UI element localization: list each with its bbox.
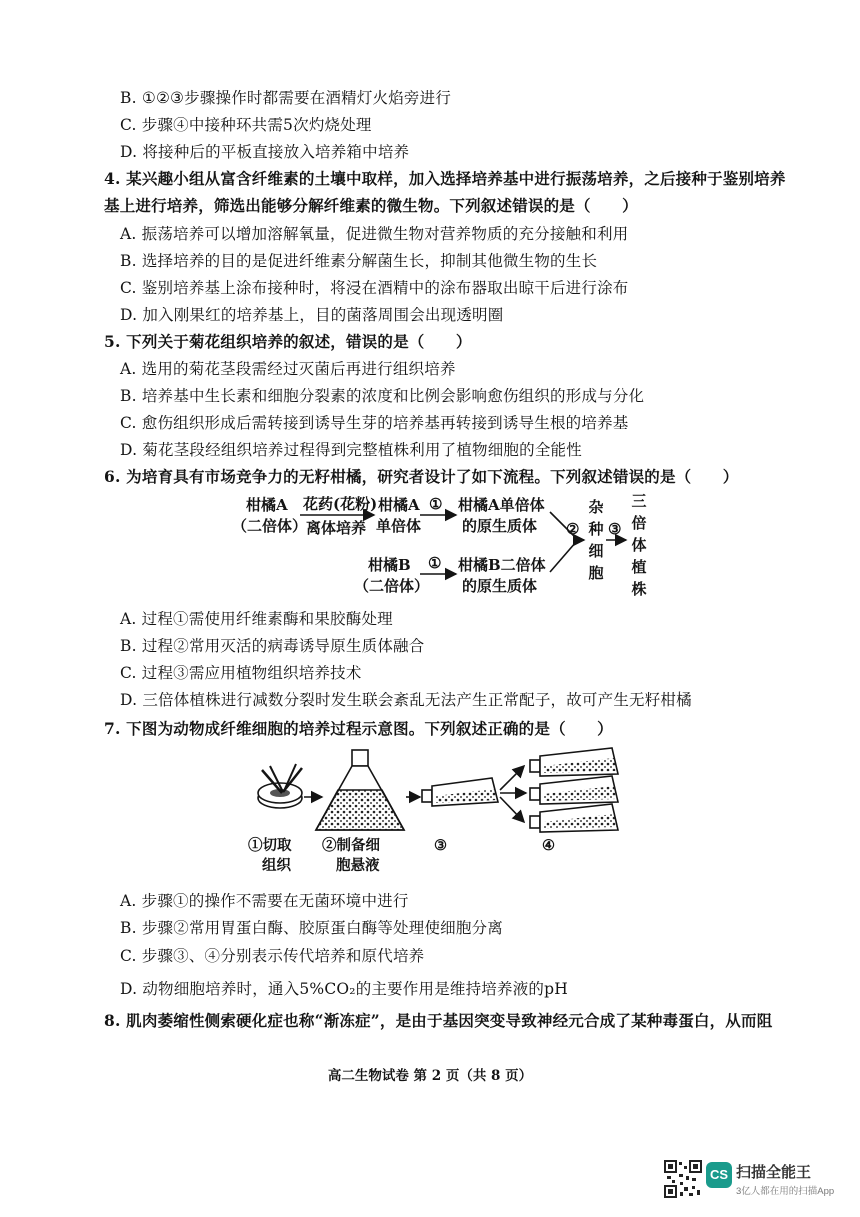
option-7d: D. 动物细胞培养时，通入5%CO₂的主要作用是维持培养液的pH bbox=[120, 980, 568, 998]
flow-a-haploid-1: 柑橘A bbox=[378, 496, 420, 514]
question-4-stem: 4. 某兴趣小组从富含纤维素的土壤中取样，加入选择培养基中进行振荡培养，之后接种于鉴别培养 bbox=[104, 169, 786, 188]
cs-badge-icon: CS bbox=[706, 1162, 732, 1188]
fig7-caption-2a: ②制备细 bbox=[322, 837, 380, 854]
option-7b: B. 步骤②常用胃蛋白酶、胶原蛋白酶等处理使细胞分离 bbox=[120, 919, 503, 937]
flow-citrus-b-ploidy: （二倍体） bbox=[354, 577, 430, 595]
option-5b: B. 培养基中生长素和细胞分裂素的浓度和比例会影响愈伤组织的形成与分化 bbox=[120, 387, 645, 405]
fig7-caption-2b: 胞悬液 bbox=[336, 857, 380, 874]
tissue-cutting-icon bbox=[258, 764, 302, 808]
flow-triploid-plant: 三倍体植株 bbox=[631, 492, 647, 598]
watermark-title: 扫描全能王 bbox=[736, 1164, 812, 1181]
option-6c: C. 过程③需应用植物组织培养技术 bbox=[120, 664, 362, 682]
arrow-fig-3c bbox=[500, 797, 524, 822]
flow-step1-b-label: ① bbox=[428, 554, 442, 572]
flow-hybrid-cell: 杂种细胞 bbox=[588, 498, 604, 582]
scanner-watermark bbox=[692, 1158, 852, 1206]
option-6b: B. 过程②常用灭活的病毒诱导原生质体融合 bbox=[120, 637, 425, 655]
option-5a: A. 选用的菊花茎段需经过灭菌后再进行组织培养 bbox=[120, 360, 456, 378]
option-3b: B. ①②③步骤操作时都需要在酒精灯火焰旁进行 bbox=[120, 89, 452, 107]
question-7-stem: 7. 下图为动物成纤维细胞的培养过程示意图。下列叙述正确的是（ ） bbox=[104, 719, 613, 738]
cell-suspension-flask-icon bbox=[316, 750, 404, 830]
flow-citrus-a-ploidy: （二倍体） bbox=[232, 517, 308, 535]
fig7-caption-1a: ①切取 bbox=[248, 837, 292, 854]
option-4c: C. 鉴别培养基上涂布接种时，将浸在酒精中的涂布器取出晾干后进行涂布 bbox=[120, 279, 629, 297]
page-footer: 高二生物试卷 第 2 页（共 8 页） bbox=[327, 1068, 533, 1084]
option-3d: D. 将接种后的平板直接放入培养箱中培养 bbox=[120, 143, 410, 161]
question-8-stem: 8. 肌肉萎缩性侧索硬化症也称“渐冻症”，是由于基因突变导致神经元合成了某种毒蛋白，从而阻 bbox=[104, 1011, 773, 1030]
flow-a-protoplast-2: 的原生质体 bbox=[462, 517, 538, 535]
option-5c: C. 愈伤组织形成后需转接到诱导生芽的培养基再转接到诱导生根的培养基 bbox=[120, 414, 629, 432]
option-4a: A. 振荡培养可以增加溶解氧量，促进微生物对营养物质的充分接触和利用 bbox=[120, 225, 629, 243]
arrow-fig-3a bbox=[500, 766, 524, 790]
option-3c: C. 步骤④中接种环共需5次灼烧处理 bbox=[120, 116, 372, 134]
flow-citrus-b: 柑橘B bbox=[368, 556, 411, 574]
option-6d: D. 三倍体植株进行减数分裂时发生联会紊乱无法产生正常配子，故可产生无籽柑橘 bbox=[120, 691, 692, 709]
flow-step2-label: ② bbox=[566, 520, 580, 538]
flow-anther-culture: 离体培养 bbox=[306, 519, 367, 537]
flow-step1-a-label: ① bbox=[429, 495, 443, 513]
fig7-caption-3: ③ bbox=[434, 837, 447, 854]
option-4d: D. 加入刚果红的培养基上，目的菌落周围会出现透明圈 bbox=[120, 306, 504, 324]
watermark-subtitle: 3亿人都在用的扫描App bbox=[736, 1186, 835, 1197]
flow-a-haploid-2: 单倍体 bbox=[376, 517, 422, 535]
flow-b-protoplast-2: 的原生质体 bbox=[462, 577, 538, 595]
flow-a-protoplast-1: 柑橘A单倍体 bbox=[458, 496, 545, 514]
flow-anther: 花药(花粉) bbox=[303, 495, 378, 513]
qr-code-icon bbox=[664, 1160, 702, 1198]
culture-bottles-subculture-icon bbox=[530, 748, 618, 832]
question-6-stem: 6. 为培育具有市场竞争力的无籽柑橘，研究者设计了如下流程。下列叙述错误的是（ ） bbox=[104, 467, 739, 486]
fig7-caption-4: ④ bbox=[542, 837, 555, 854]
question-4-stem-cont: 基上进行培养，筛选出能够分解纤维素的微生物。下列叙述错误的是（ ） bbox=[104, 196, 638, 215]
flow-citrus-a: 柑橘A bbox=[246, 496, 288, 514]
option-6a: A. 过程①需使用纤维素酶和果胶酶处理 bbox=[120, 610, 393, 628]
culture-bottle-primary-icon bbox=[422, 778, 498, 806]
option-7c: C. 步骤③、④分别表示传代培养和原代培养 bbox=[120, 947, 425, 965]
flow-step3-label: ③ bbox=[608, 520, 622, 538]
option-7a: A. 步骤①的操作不需要在无菌环境中进行 bbox=[120, 892, 409, 910]
option-5d: D. 菊花茎段经组织培养过程得到完整植株利用了植物细胞的全能性 bbox=[120, 441, 582, 459]
fig7-caption-1b: 组织 bbox=[262, 857, 291, 874]
flow-b-protoplast-1: 柑橘B二倍体 bbox=[458, 556, 546, 574]
question-5-stem: 5. 下列关于菊花组织培养的叙述，错误的是（ ） bbox=[104, 332, 472, 351]
option-4b: B. 选择培养的目的是促进纤维素分解菌生长，抑制其他微生物的生长 bbox=[120, 252, 598, 270]
